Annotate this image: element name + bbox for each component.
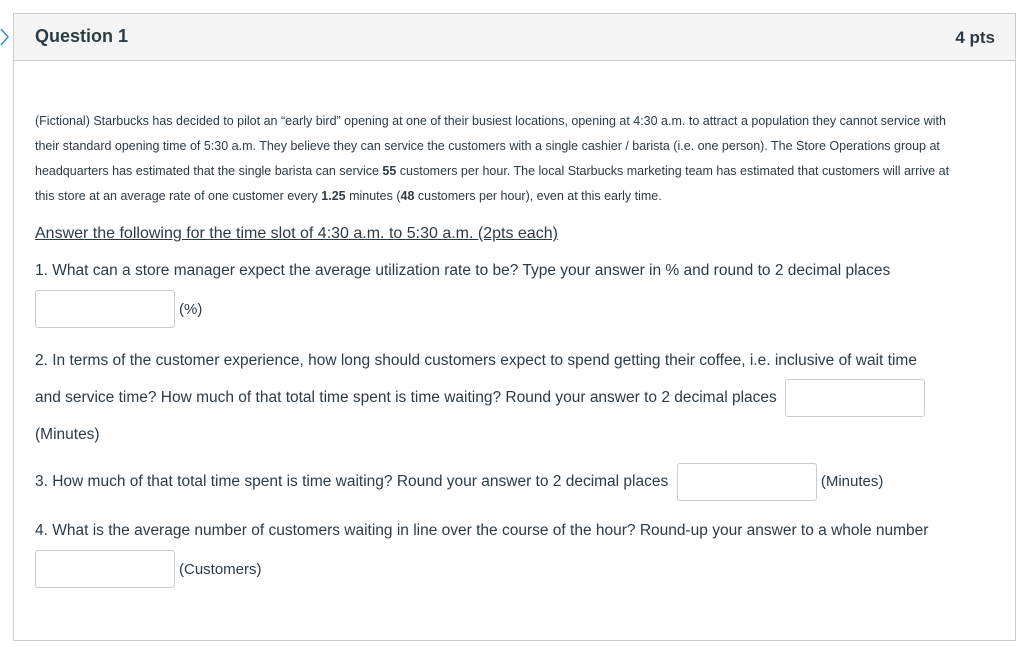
q2-text <box>35 343 995 453</box>
q1-unit-label: (%) <box>179 300 203 318</box>
q2-text-line-1: 2. In terms of the customer experience, how long should customers expect to spend getting their coffee, i.e. inclusive of wait time <box>35 352 917 369</box>
q3-row <box>35 463 995 501</box>
question-flag-icon[interactable] <box>0 27 10 47</box>
q1-text: 1. What can a store manager expect the average utilization rate to be? Type your answer in % and round to 2 decimal places <box>35 262 891 279</box>
q2-text-line-2: and service time? How much of that total time spent is time waiting? Round your answer to 2 decimal places <box>35 379 995 417</box>
answer-heading: Answer the following for the time slot of 4:30 a.m. to 5:30 a.m. (2pts each) <box>35 225 558 242</box>
question-intro <box>35 109 995 209</box>
q3-text: 3. How much of that total time spent is time waiting? Round your answer to 2 decimal places <box>35 473 669 491</box>
q4-text: 4. What is the average number of customers waiting in line over the course of the hour? Round-up your answer to a whole number <box>35 522 929 539</box>
service-rate-value: 55 <box>382 164 397 178</box>
q4-answer-row <box>35 549 995 589</box>
q4-answer-input[interactable] <box>35 550 175 588</box>
q4-unit-label: (Customers) <box>179 560 262 578</box>
q3-answer-input[interactable] <box>677 463 817 501</box>
intro-line-3: headquarters has estimated that the single barista can service 55 customers per hour. The local Starbucks marketing team has estimated that customers will arrive at <box>35 164 950 178</box>
intro-line-4: this store at an average rate of one customer every 1.25 minutes (48 customers per hour), even at this early time. <box>35 189 662 203</box>
arrival-interval-value: 1.25 <box>321 189 346 203</box>
question-card <box>13 13 1016 641</box>
question-title: Question 1 <box>35 26 129 46</box>
arrival-rate-value: 48 <box>400 189 415 203</box>
q1-answer-row <box>35 289 995 329</box>
question-body <box>35 61 995 589</box>
q2-unit-label: (Minutes) <box>35 426 100 443</box>
question-header <box>14 14 1015 61</box>
q1-answer-input[interactable] <box>35 290 175 328</box>
question-points: 4 pts <box>955 28 995 47</box>
intro-line-2: their standard opening time of 5:30 a.m. They believe they can service the customers with a single cashier / barista (i.e. one person). The Store Operations group at <box>35 139 940 153</box>
q2-answer-input[interactable] <box>785 379 925 417</box>
intro-line-1: (Fictional) Starbucks has decided to pilot an “early bird” opening at one of their busiest locations, opening at 4:30 a.m. to attract a population they cannot service with <box>35 114 946 128</box>
q3-unit-label: (Minutes) <box>820 473 884 490</box>
